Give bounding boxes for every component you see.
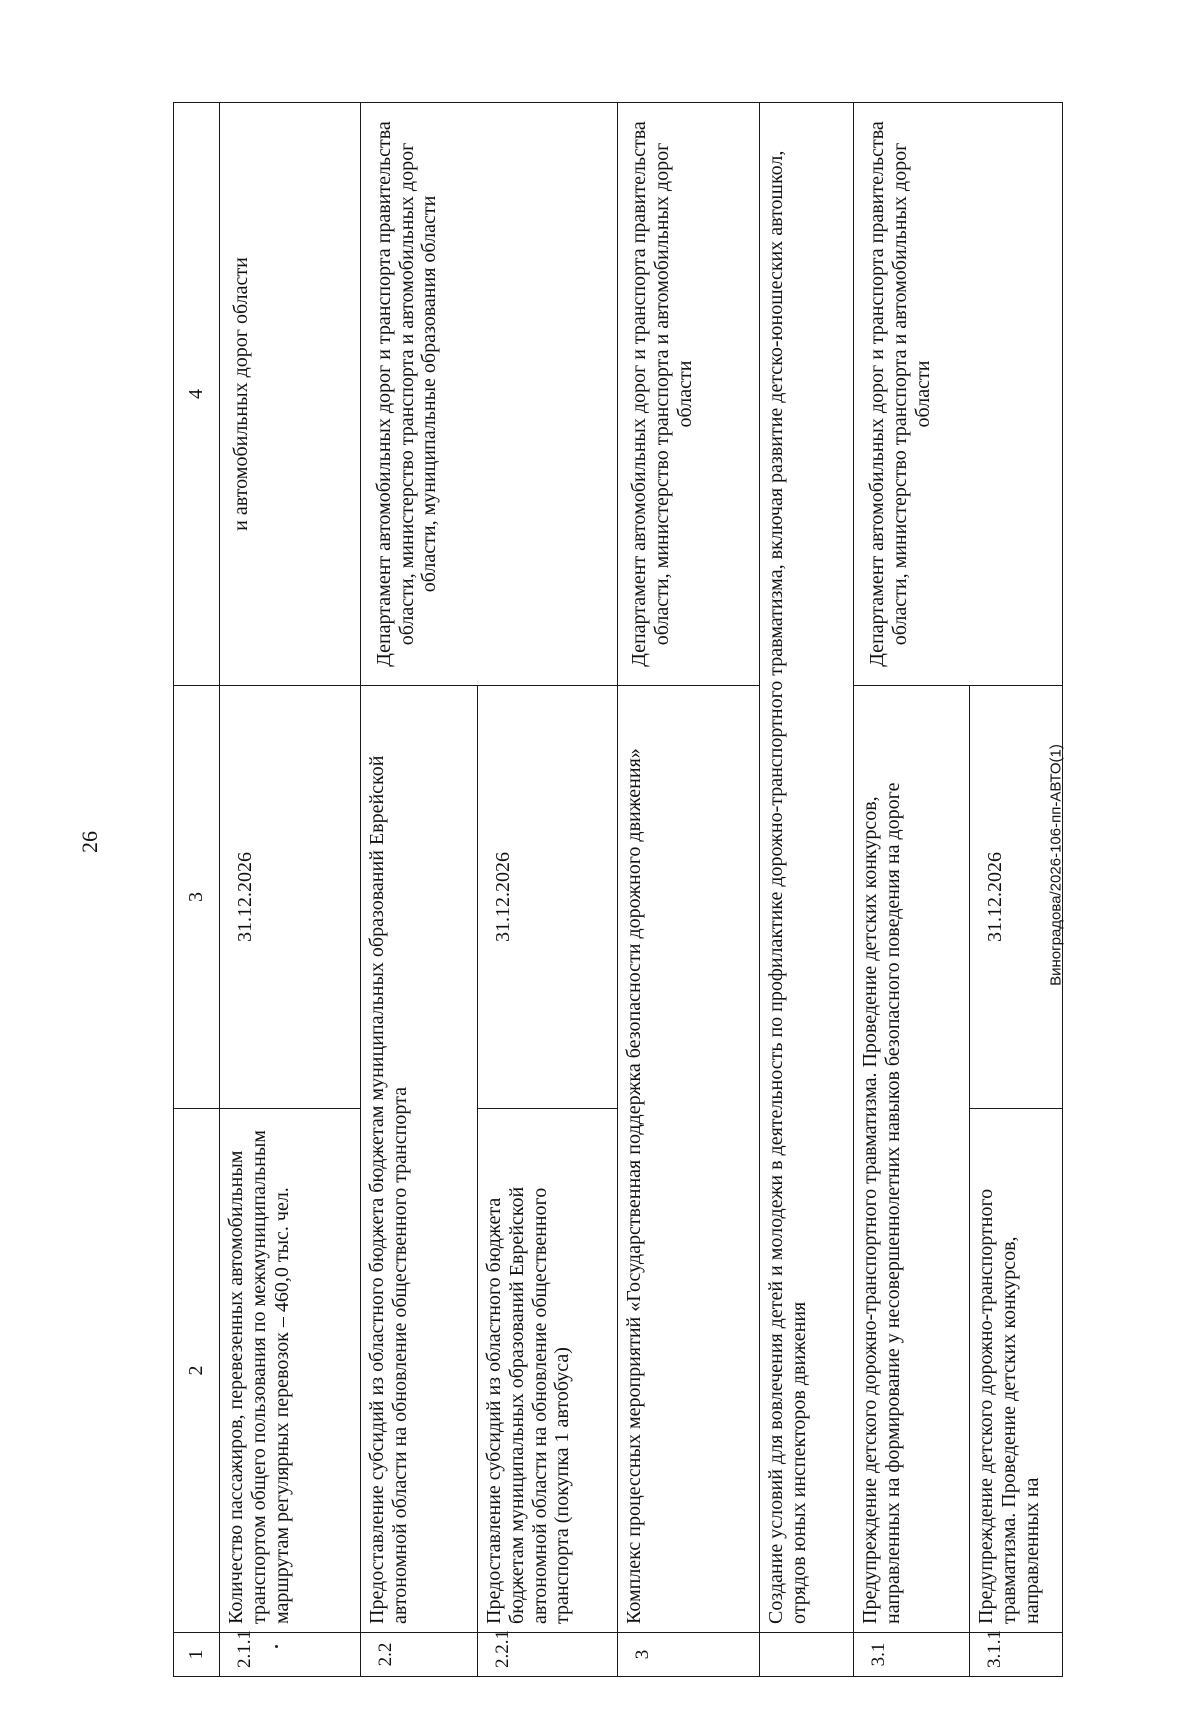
row-deadline: 31.12.2026 — [970, 686, 1063, 1109]
row-description: Предоставление субсидий из областного бюджета бюджетам муниципальных образований Еврейской автономной области на обновление общественного транспорта (покупка 1 автобуса) — [478, 1109, 618, 1633]
table-row-2-2 — [360, 103, 477, 1677]
row-deadline: 31.12.2026 — [478, 686, 618, 1109]
row-description: Предупреждение детского дорожно-транспортного травматизма. Проведение детских конкурсов, направленных на формирование у несовершеннолетних навыков безопасного поведения на дороге — [854, 686, 970, 1633]
header-col-3: 3 — [174, 686, 220, 1109]
header-col-4: 4 — [174, 103, 220, 686]
table-row-goal — [760, 103, 854, 1677]
page-number: 26 — [77, 831, 102, 853]
plan-table — [173, 102, 1063, 1677]
table-header-row — [174, 103, 220, 1677]
table-frame — [173, 103, 1063, 1677]
footer-code-text: Виноградова/2026-106-пп-АВТО(1) — [1047, 744, 1065, 986]
table-row-3 — [618, 103, 760, 1677]
row-description: Количество пассажиров, перевезенных автомобильным транспортом общего пользования по межмуниципальным маршрутам регулярных перевозок – 460,0 тыс. чел. — [220, 1109, 360, 1633]
row-number: 3.1 — [854, 1633, 970, 1677]
rotated-table-container — [173, 103, 1063, 1677]
row-number-empty — [760, 1633, 854, 1677]
table-row-3-1 — [854, 103, 970, 1677]
row-number: 3 — [618, 1633, 760, 1677]
row-number: 3.1.1 — [970, 1633, 1063, 1677]
row-responsible: Департамент автомобильных дорог и транспорта правительства области, министерство транспорта и автомобильных дорог области — [618, 103, 760, 686]
row-responsible: Департамент автомобильных дорог и транспорта правительства области, министерство транспорта и автомобильных дорог области, муниципальные образования области — [360, 103, 618, 686]
row-number: 2.2 — [360, 1633, 477, 1677]
row-number: 2.2.1 — [478, 1633, 618, 1677]
footer-document-code — [1038, 585, 1074, 1145]
row-responsible: и автомобильных дорог области — [220, 103, 360, 686]
row-deadline: 31.12.2026 — [220, 686, 360, 1109]
header-col-2: 2 — [174, 1109, 220, 1633]
table-row-2-1-1 — [220, 103, 360, 1677]
row-description: Комплекс процессных мероприятий «Государственная поддержка безопасности дорожного движения» — [618, 686, 760, 1633]
row-responsible: Департамент автомобильных дорог и транспорта правительства области, министерство транспорта и автомобильных дорог области — [854, 103, 1063, 686]
header-col-1: 1 — [174, 1633, 220, 1677]
row-number: 2.1.1 — [220, 1633, 360, 1677]
row-description: Предупреждение детского дорожно-транспортного травматизма. Проведение детских конкурсов, направленных на — [970, 1109, 1063, 1633]
row-goal-text: Создание условий для вовлечения детей и молодежи в деятельность по профилактике дорожно-транспортного травматизма, включая развитие детско-юношеских автошкол, отрядов юных инспекторов движения — [760, 103, 854, 1633]
row-description: Предоставление субсидий из областного бюджета бюджетам муниципальных образований Еврейской автономной области на обновление общественного транспорта — [360, 686, 477, 1633]
